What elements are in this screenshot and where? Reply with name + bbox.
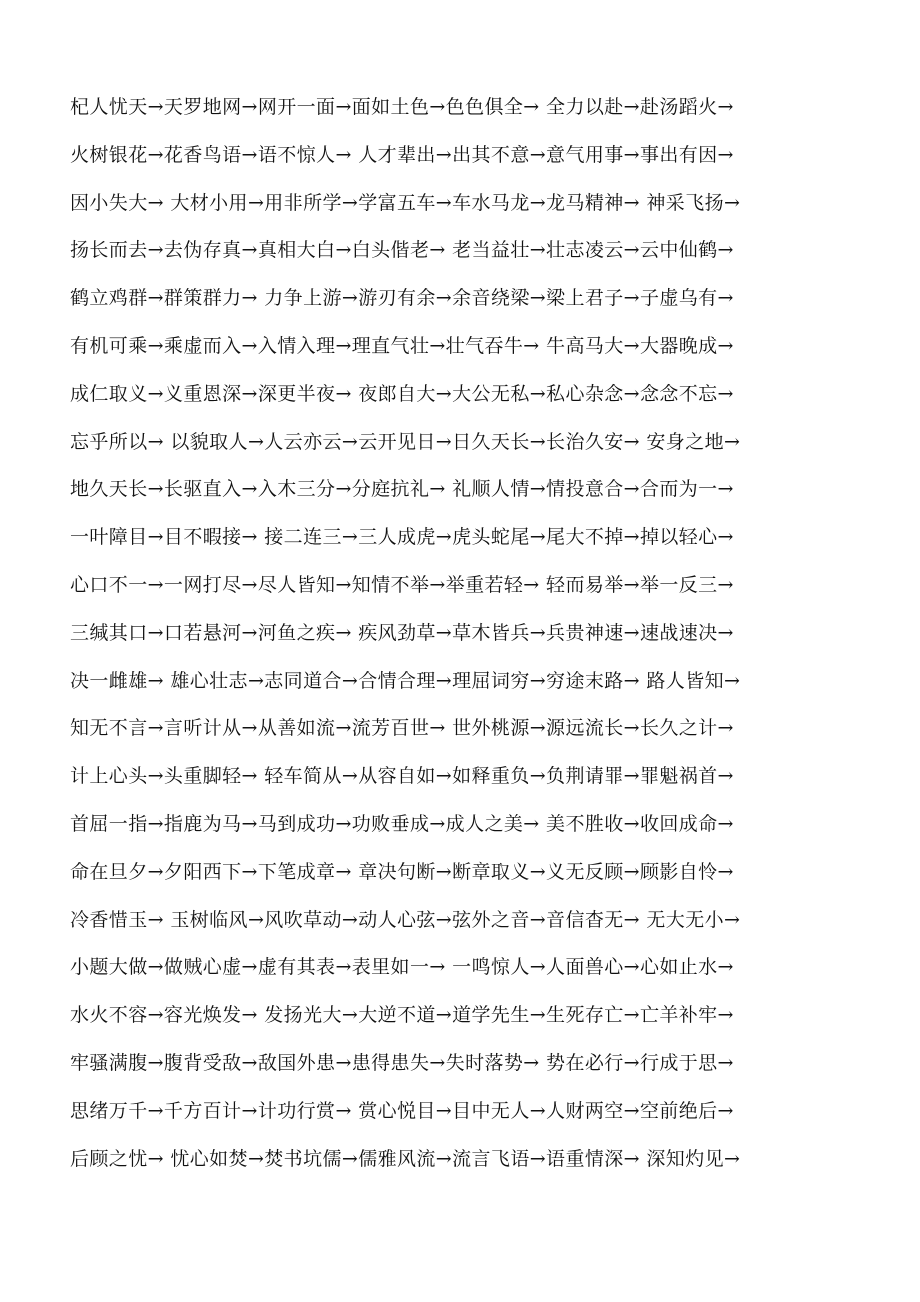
text-line: 成仁取义→义重恩深→深更半夜→ 夜郎自大→大公无私→私心杂念→念念不忘→ [70, 382, 734, 405]
text-line: 地久天长→长驱直入→入木三分→分庭抗礼→ 礼顺人情→情投意合→合而为一→ [70, 478, 734, 501]
text-line: 杞人忧天→天罗地网→网开一面→面如土色→色色俱全→ 全力以赴→赴汤蹈火→ [70, 96, 734, 118]
text-line: 后顾之忧→ 忧心如焚→焚书坑儒→儒雅风流→流言飞语→语重情深→ 深知灼见→ [70, 1147, 741, 1170]
text-line: 有机可乘→乘虚而入→入情入理→理直气壮→壮气吞牛→ 牛高马大→大器晚成→ [70, 334, 734, 357]
text-line: 水火不容→容光焕发→ 发扬光大→大逆不道→道学先生→生死存亡→亡羊补牢→ [70, 1004, 734, 1027]
text-line: 计上心头→头重脚轻→ 轻车简从→从容自如→如释重负→负荆请罪→罪魁祸首→ [70, 765, 734, 788]
text-line: 牢骚满腹→腹背受敌→敌国外患→患得患失→失时落势→ 势在必行→行成于思→ [70, 1051, 734, 1074]
text-line: 扬长而去→去伪存真→真相大白→白头偕老→ 老当益壮→壮志凌云→云中仙鹤→ [70, 239, 734, 262]
text-line: 因小失大→ 大材小用→用非所学→学富五车→车水马龙→龙马精神→ 神采飞扬→ [70, 191, 741, 214]
text-line: 思绪万千→千方百计→计功行赏→ 赏心悦目→目中无人→人财两空→空前绝后→ [70, 1099, 734, 1122]
text-line: 鹤立鸡群→群策群力→ 力争上游→游刃有余→余音绕梁→梁上君子→子虚乌有→ [70, 287, 734, 310]
text-line: 知无不言→言听计从→从善如流→流芳百世→ 世外桃源→源远流长→长久之计→ [70, 717, 734, 740]
text-line: 一叶障目→目不暇接→ 接二连三→三人成虎→虎头蛇尾→尾大不掉→掉以轻心→ [70, 526, 734, 549]
text-line: 命在旦夕→夕阳西下→下笔成章→ 章决句断→断章取义→义无反顾→顾影自怜→ [70, 860, 734, 883]
text-line: 三缄其口→口若悬河→河鱼之疾→ 疾风劲草→草木皆兵→兵贵神速→速战速决→ [70, 621, 734, 644]
text-line: 忘乎所以→ 以貌取人→人云亦云→云开见日→日久天长→长治久安→ 安身之地→ [70, 430, 741, 453]
text-line: 小题大做→做贼心虚→虚有其表→表里如一→ 一鸣惊人→人面兽心→心如止水→ [70, 956, 734, 979]
text-line: 决一雌雄→ 雄心壮志→志同道合→合情合理→理屈词穷→穷途末路→ 路人皆知→ [70, 669, 741, 692]
text-line: 首屈一指→指鹿为马→马到成功→功败垂成→成人之美→ 美不胜收→收回成命→ [70, 812, 734, 835]
text-line: 火树银花→花香鸟语→语不惊人→ 人才辈出→出其不意→意气用事→事出有因→ [70, 143, 734, 166]
idiom-chain-text [70, 84, 860, 1183]
text-line: 心口不一→一网打尽→尽人皆知→知情不举→举重若轻→ 轻而易举→举一反三→ [70, 573, 734, 596]
text-line: 冷香惜玉→ 玉树临风→风吹草动→动人心弦→弦外之音→音信杳无→ 无大无小→ [70, 908, 741, 931]
